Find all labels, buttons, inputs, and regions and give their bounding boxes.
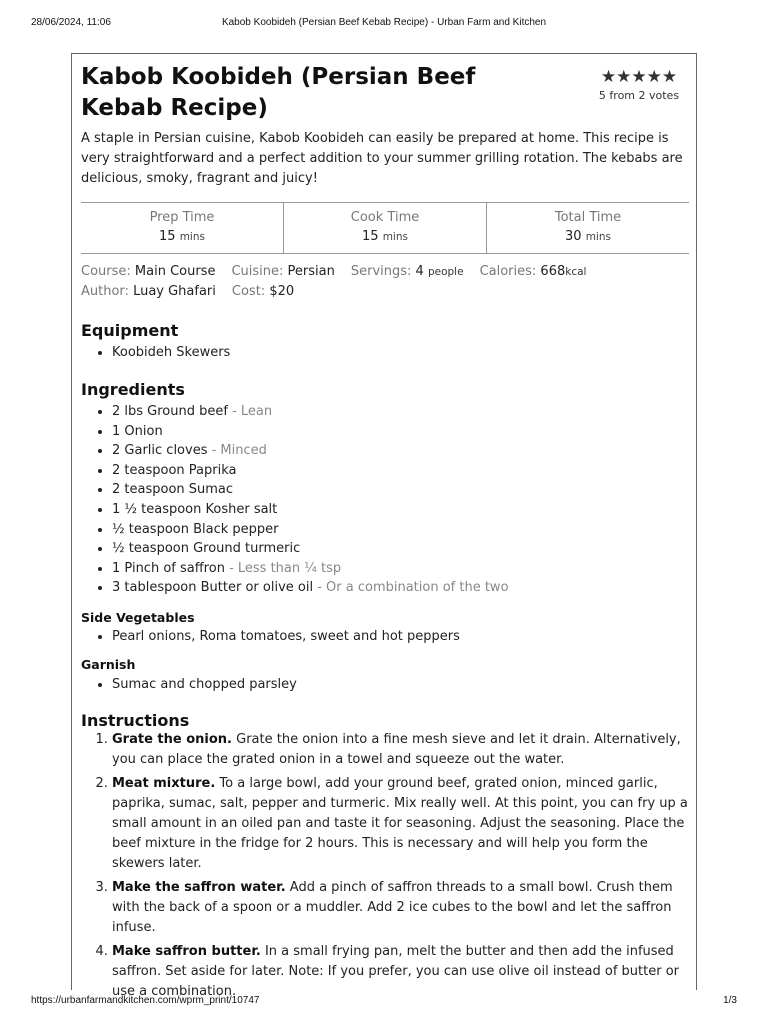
instructions-list bbox=[81, 730, 689, 1006]
garnish-list bbox=[81, 675, 689, 695]
cook-time-label: Cook Time bbox=[350, 210, 420, 225]
list-item: • 3 tablespoon Butter or olive oil - Or a combination of the two bbox=[112, 578, 689, 598]
total-time bbox=[486, 203, 689, 253]
cook-time bbox=[283, 203, 486, 253]
list-item: • ½ teaspoon Ground turmeric bbox=[112, 539, 689, 559]
recipe-card bbox=[71, 53, 697, 999]
instruction-step: 1. Grate the onion. Grate the onion into a fine mesh sieve and let it drain. Alternatively, you can place the grated onion in a towel and squeeze out the water. bbox=[112, 730, 689, 770]
prep-time-value: 15 bbox=[159, 229, 176, 244]
meta-calories: Calories: 668kcal bbox=[479, 264, 587, 279]
recipe-times bbox=[81, 202, 689, 254]
list-item: • ½ teaspoon Black pepper bbox=[112, 520, 689, 540]
ingredients-heading: Ingredients bbox=[81, 380, 185, 399]
list-item: • 2 Garlic cloves - Minced bbox=[112, 441, 689, 461]
recipe-meta bbox=[81, 262, 689, 302]
print-page-title: Kabob Koobideh (Persian Beef Kebab Recipe) - Urban Farm and Kitchen bbox=[221, 17, 547, 28]
print-date: 28/06/2024, 11:06 bbox=[31, 17, 111, 28]
prep-time-label: Prep Time bbox=[149, 210, 215, 225]
ingredients-list bbox=[81, 402, 689, 598]
prep-time-unit: mins bbox=[179, 231, 205, 243]
meta-course: Course: Main Course bbox=[81, 264, 216, 279]
list-item: • Pearl onions, Roma tomatoes, sweet and hot peppers bbox=[112, 627, 689, 647]
print-url: https://urbanfarmandkitchen.com/wprm_print/10747 bbox=[31, 995, 260, 1006]
list-item: • 2 teaspoon Paprika bbox=[112, 461, 689, 481]
cook-time-unit: mins bbox=[382, 231, 408, 243]
page-number: 1/3 bbox=[723, 995, 737, 1006]
total-time-value: 30 bbox=[565, 229, 582, 244]
print-header bbox=[0, 17, 768, 31]
instructions-heading: Instructions bbox=[81, 711, 190, 730]
meta-author: Author: Luay Ghafari bbox=[81, 284, 216, 299]
list-item: • Koobideh Skewers bbox=[112, 343, 689, 363]
instruction-step: 4. Make saffron butter. In a small frying pan, melt the butter and then add the infused saffron. Set aside for later. Note: If you prefer, you can use olive oil instead of butter or use a combination. bbox=[112, 942, 689, 1002]
list-item: • 1 Onion bbox=[112, 422, 689, 442]
instruction-step: 2. Meat mixture. To a large bowl, add your ground beef, grated onion, minced garlic, paprika, sumac, salt, pepper and turmeric. Mix really well. At this point, you can fry up a small amount in an oiled pan and taste it for seasoning. Adjust the seasoning. Place the beef mixture in the fridge for 2 hours. This is necessary and will help you form the skewers later. bbox=[112, 774, 689, 874]
list-item: • 2 teaspoon Sumac bbox=[112, 480, 689, 500]
cook-time-value: 15 bbox=[362, 229, 379, 244]
rating-votes: 5 from 2 votes bbox=[598, 89, 680, 102]
list-item: • 1 ½ teaspoon Kosher salt bbox=[112, 500, 689, 520]
list-item: • 1 Pinch of saffron - Less than ¼ tsp bbox=[112, 559, 689, 579]
total-time-unit: mins bbox=[585, 231, 611, 243]
list-item: • 2 lbs Ground beef - Lean bbox=[112, 402, 689, 422]
star-rating-icon: ★★★★★ bbox=[600, 67, 678, 87]
meta-cuisine: Cuisine: Persian bbox=[231, 264, 335, 279]
prep-time bbox=[81, 203, 283, 253]
instruction-step: 3. Make the saffron water. Add a pinch of saffron threads to a small bowl. Crush them with the back of a spoon or a muddler. Add 2 ice cubes to the bowl and let the saffron infuse. bbox=[112, 878, 689, 938]
recipe-rating bbox=[589, 68, 689, 102]
print-footer bbox=[0, 995, 768, 1009]
list-item: • Sumac and chopped parsley bbox=[112, 675, 689, 695]
equipment-list bbox=[81, 343, 689, 363]
recipe-title: Kabob Koobideh (Persian Beef Kebab Recipe) bbox=[81, 64, 476, 121]
meta-cost: Cost: $20 bbox=[231, 284, 295, 299]
garnish-heading: Garnish bbox=[81, 657, 136, 672]
recipe-summary: A staple in Persian cuisine, Kabob Koobideh can easily be prepared at home. This recipe is very straightforward and a perfect addition to your summer grilling rotation. The kebabs are delicious, smoky, fragrant and juicy! bbox=[81, 131, 683, 186]
total-time-label: Total Time bbox=[554, 210, 622, 225]
side-vegetables-list bbox=[81, 627, 689, 647]
equipment-heading: Equipment bbox=[81, 321, 179, 340]
meta-servings: Servings: 4 people bbox=[350, 264, 464, 279]
side-vegetables-heading: Side Vegetables bbox=[81, 610, 195, 625]
